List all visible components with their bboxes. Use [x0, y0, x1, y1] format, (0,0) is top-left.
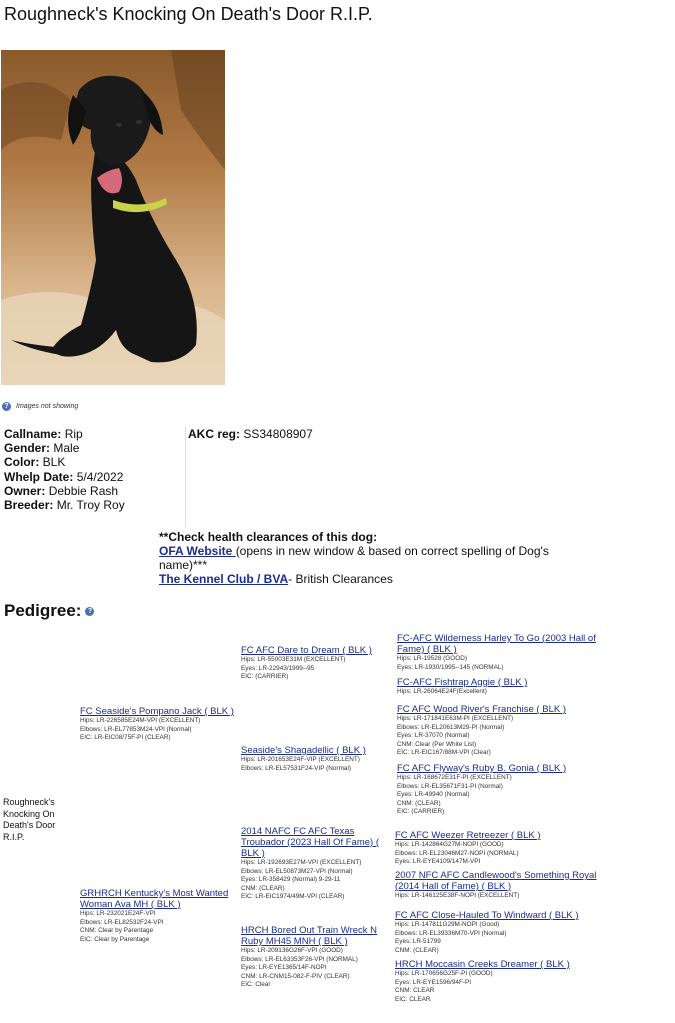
- help-icon[interactable]: ?: [85, 607, 94, 616]
- callname-value: Rip: [64, 427, 83, 441]
- whelp-row: [4, 470, 125, 484]
- pedigree-gen3-1: [241, 645, 391, 682]
- gen4-clearance: Hips: LR-19528 (GOOD): [397, 655, 467, 662]
- owner-label: Owner:: [4, 483, 46, 498]
- gen4-name-link[interactable]: FC AFC Flyway's Ruby B. Gonia ( BLK ): [397, 763, 567, 774]
- callname-row: [4, 427, 125, 441]
- dam-clearance: Elbows: LR-EL82532F24-VPI: [80, 918, 164, 926]
- gen4-clearance: Eyes: LR-37070 (Normal): [397, 732, 470, 739]
- gen4-name-link[interactable]: FC-AFC Fishtrap Aggie ( BLK ): [397, 677, 528, 688]
- pedigree-dam: [80, 888, 235, 944]
- sire-clearance: EIC: LR-EIC08/75F-PI (CLEAR): [80, 734, 171, 741]
- info-divider: [185, 427, 186, 527]
- gen3-clearance: CNM: LR-CNM15-082-F-PIV (CLEAR): [241, 972, 350, 980]
- breeder-label: Breeder:: [4, 498, 54, 513]
- gen3-clearance: CNM: (CLEAR): [241, 884, 285, 892]
- gen4-clearance: EIC: (CARRIER): [397, 808, 445, 815]
- pedigree-gen3-4: [241, 925, 389, 990]
- owner-row: [4, 484, 125, 498]
- health-clearances: [159, 530, 579, 586]
- sire-name-link[interactable]: FC Seaside's Pompano Jack ( BLK ): [80, 706, 234, 717]
- sire-clearance: Elbows: LR-EL77853M24-VPI (Normal): [80, 725, 192, 733]
- akc-label: AKC reg:: [188, 427, 241, 441]
- health-heading: **Check health clearances of this dog:: [159, 530, 378, 544]
- gen3-clearance: EIC: (CARRIER): [241, 673, 289, 680]
- sire-clearance: Hips: LR-226585E24M-VPI (EXCELLENT): [80, 717, 201, 724]
- gen4-clearance: Elbows: LR-EL39336M70-VPI (Normal): [395, 929, 507, 937]
- pedigree-gen4-1: [397, 633, 597, 672]
- dog-photo: [1, 50, 225, 385]
- gen4-clearance: Eyes: LR-49940 (Normal): [397, 791, 470, 798]
- color-label: Color:: [4, 455, 40, 470]
- pedigree-title: Pedigree:: [4, 601, 82, 620]
- gender-label: Gender:: [4, 441, 51, 456]
- gen3-clearance: Hips: LR-55003E31M (EXCELLENT): [241, 656, 346, 663]
- gen3-clearance: Eyes: LR-EYE1365/14F-NOPI: [241, 964, 327, 971]
- gen4-clearance: Hips: LR-168672E31F-PI (EXCELLENT): [397, 774, 512, 781]
- gen3-clearance: EIC: LR-EIC1974/49M-VPI (CLEAR): [241, 893, 345, 900]
- breeder-row: [4, 498, 125, 512]
- dam-clearance: CNM: Clear by Parentage: [80, 927, 154, 934]
- dam-name-link[interactable]: GRHRCH Kentucky's Most Wanted Woman Ava MH ( BLK ): [80, 888, 229, 910]
- owner-value: Debbie Rash: [48, 483, 119, 498]
- dog-info: [4, 427, 125, 512]
- dam-clearance: EIC: Clear by Parentage: [80, 935, 150, 943]
- gen3-clearance: Eyes: LR-22943/1999--95: [241, 664, 315, 672]
- gen4-clearance: Elbows: LR-EL20613M29-PI (Normal): [397, 723, 505, 731]
- page-title: Roughneck's Knocking On Death's Door R.I.P.: [4, 4, 373, 24]
- dam-clearance: Hips: LR-232021E24F-VPI: [80, 910, 156, 917]
- pedigree-gen3-2: [241, 745, 391, 773]
- images-note: [2, 402, 78, 411]
- gen4-clearance: EIC: LR-EIC167/88M-VPI (Clear): [397, 749, 491, 756]
- gen3-clearance: Hips: LR-209136G26F-VPI (GOOD): [241, 947, 343, 954]
- images-note-text: Images not showing: [16, 403, 79, 410]
- gen4-clearance: Eyes: LR-EYE4109/147M-VPI: [395, 858, 481, 865]
- gen4-clearance: Eyes: LR-1930/1995--145 (NORMAL): [397, 663, 504, 671]
- whelp-value: 5/4/2022: [76, 469, 124, 484]
- pedigree-gen4-3: [397, 704, 597, 758]
- gen3-name-link[interactable]: Seaside's Shagadellic ( BLK ): [241, 745, 366, 756]
- pedigree-sire: [80, 706, 240, 743]
- pedigree-gen4-8: [395, 959, 600, 1004]
- gen3-clearance: Hips: LR-192693E27M-VPI (EXCELLENT): [241, 859, 362, 866]
- gen4-name-link[interactable]: FC AFC Wood River's Franchise ( BLK ): [397, 704, 566, 715]
- gen4-name-link[interactable]: FC AFC Weezer Retreezer ( BLK ): [395, 830, 541, 841]
- akc-value: SS34808907: [243, 427, 313, 441]
- breeder-value: Mr. Troy Roy: [56, 498, 125, 513]
- gen4-name-link[interactable]: 2007 NFC AFC Candlewood's Something Royal (2014 Hall of Fame) ( BLK ): [395, 870, 597, 892]
- pedigree-heading: [4, 601, 94, 621]
- gen4-clearance: Hips: LR-171841E63M-PI (EXCELLENT): [397, 715, 514, 722]
- gen4-clearance: Hips: LR-147811G29M-NOPI (Good): [395, 921, 500, 928]
- gen4-clearance: Hips: LR-170656G25F-PI (GOOD): [395, 970, 493, 977]
- gen4-name-link[interactable]: FC AFC Close-Hauled To Windward ( BLK ): [395, 910, 579, 921]
- gen3-clearance: EIC: Clear: [241, 981, 271, 988]
- color-row: [4, 455, 125, 469]
- gen4-clearance: Eyes: LR-51799: [395, 938, 441, 945]
- gen4-clearance: Elbows: LR-EL23046M27-NOPI (NORMAL): [395, 849, 519, 857]
- gen4-clearance: CNM: CLEAR: [395, 987, 435, 994]
- gen3-name-link[interactable]: HRCH Bored Out Train Wreck N Ruby MH45 MNH ( BLK ): [241, 925, 378, 947]
- gen4-clearance: Hips: LR-26064E24F(Excellent): [397, 688, 487, 695]
- gen3-clearance: Eyes: LR-358429 (Normal) 9-29-11: [241, 876, 341, 883]
- pedigree-gen4-2: [397, 677, 597, 697]
- pedigree-gen4-6: [395, 870, 605, 901]
- help-icon[interactable]: ?: [2, 402, 11, 411]
- ofa-note: (opens in new window & based on correct spelling of Dog's name)***: [159, 544, 549, 572]
- gender-row: [4, 441, 125, 455]
- gender-value: Male: [53, 441, 80, 456]
- gen3-name-link[interactable]: 2014 NAFC FC AFC Texas Troubador (2023 Hall Of Fame) ( BLK ): [241, 826, 379, 859]
- pedigree-gen4-7: [395, 910, 600, 955]
- gen4-clearance: Hips: LR-142864G27M-NOPI (GOOD): [395, 841, 504, 848]
- pedigree-gen3-3: [241, 826, 389, 902]
- gen3-clearance: Elbows: LR-EL63353F26-VPI (NORMAL): [241, 955, 358, 963]
- gen4-name-link[interactable]: HRCH Moccasin Creeks Dreamer ( BLK ): [395, 959, 570, 970]
- pedigree-gen4-5: [395, 830, 600, 867]
- gen3-clearance: Elbows: LR-EL50873M27-VPI (Normal): [241, 867, 353, 875]
- gen4-clearance: Eyes: LR-EYE1596/94F-PI: [395, 978, 472, 986]
- gen4-clearance: EIC: CLEAR: [395, 995, 431, 1003]
- color-value: BLK: [42, 455, 66, 470]
- callname-label: Callname:: [4, 427, 62, 441]
- whelp-label: Whelp Date:: [4, 469, 74, 484]
- pedigree-self: Roughneck's Knocking On Death's Door R.I.P.: [3, 797, 56, 842]
- gen3-clearance: Hips: LR-201653E24F-VIP (EXCELLENT): [241, 756, 360, 763]
- akc-reg: [188, 427, 313, 441]
- gen4-clearance: CNM: (CLEAR): [397, 799, 441, 807]
- kennel-club-link[interactable]: The Kennel Club / BVA: [159, 572, 289, 586]
- kc-note: - British Clearances: [288, 572, 393, 586]
- ofa-link[interactable]: OFA Website: [159, 544, 236, 558]
- gen4-clearance: CNM: (CLEAR): [395, 946, 439, 954]
- pedigree-gen4-4: [397, 763, 597, 817]
- gen4-clearance: CNM: Clear (Per White List): [397, 740, 477, 748]
- gen4-clearance: Hips: LR-146125E38F-NOPI (EXCELLENT): [395, 892, 520, 899]
- gen4-clearance: Elbows: LR-EL35671F31-PI (Normal): [397, 782, 503, 790]
- gen4-name-link[interactable]: FC-AFC Wilderness Harley To Go (2003 Hall of Fame) ( BLK ): [397, 633, 596, 655]
- gen3-clearance: Elbows: LR-EL57531F24-VIP (Normal): [241, 764, 351, 772]
- gen3-name-link[interactable]: FC AFC Dare to Dream ( BLK ): [241, 645, 372, 656]
